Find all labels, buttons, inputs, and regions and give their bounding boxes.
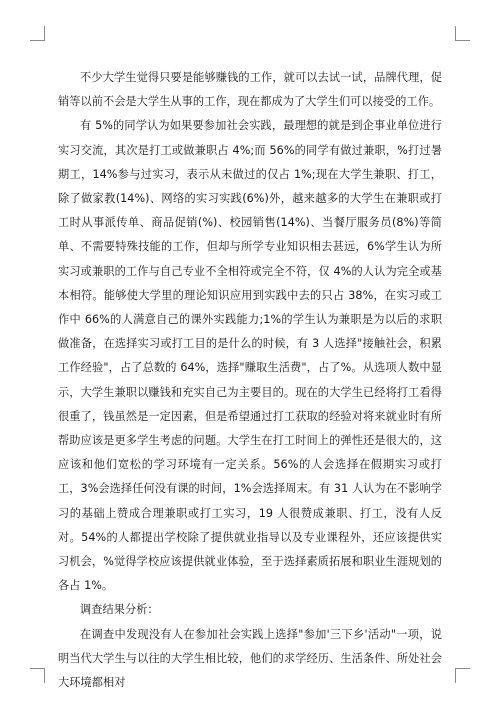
crop-mark-top-left — [30, 26, 45, 41]
paragraph-heading-analysis: 调查结果分析： — [80, 603, 159, 617]
crop-mark-top-right — [455, 26, 470, 41]
crop-mark-bottom-right — [455, 668, 470, 683]
paragraph-intro: 不少大学生觉得只要是能够赚钱的工作，就可以去试一试，品牌代理，促销等以前不会是大学生从事的工作，现在都成为了大学生们可以接受的工作。 — [58, 71, 442, 109]
crop-mark-bottom-left — [30, 668, 45, 683]
paragraph-survey-stats: 有 5%的同学认为如果要参加社会实践，最理想的就是到企事业单位进行实习交流，其次是打工或做兼职占 4%;而 56%的同学有做过兼职，%打过暑期工，14%参与过实习，表示从未做过的仅占 1%;现在大学生兼职、打工，除了做家教(14%)、网络的实习实践(6%)外，越来越多的大学生在兼职或打工时从事派传单、商品促销(%)、校园销售(14%)、当餐厅服务员(8%)等简单、不需要特殊技能的工作，但却与所学专业知识相去甚远，6%学生认为所实习或兼职的工作与自己专业不全相符或完全不符，仅 4%的人认为完全或基本相符。能够使大学里的理论知识应用到实践中去的只占 38%，在实习或工作中 66%的人满意自己的课外实践能力;1%的学生认为兼职是为以后的求职做准备，在选择实习或打工目的是什么的时候，有 3 人选择"接触社会，积累工作经验"，占了总数的 64%，选择"赚取生活费"，占了%。从选项人数中显示，大学生兼职以赚钱和充实自己为主要目的。现在的大学生已经将打工看得很重了，钱虽然是一定因素，但是希望通过打工获取的经验对将来就业时有所帮助应该是更多学生考虑的问题。大学生在打工时间上的弹性还是很大的，这应该和他们宽松的学习环境有一定关系。56%的人会选择在假期实习或打工，3%会选择任何没有课的时间，1%会选择周末。有 31 人认为在不影响学习的基础上赞成合理兼职或打工实习，19 人很赞成兼职、打工，没有人反对。54%的人都提出学校除了提供就业指导以及专业课程外，还应该提供实习机会，%觉得学校应该提供就业体验，至于选择素质拓展和职业生涯规划的各占 1%。 — [58, 119, 442, 593]
document-body — [58, 66, 442, 695]
paragraph-analysis: 在调查中发现没有人在参加社会实践上选择"参加'三下乡'活动"一项，说明当代大学生与以往的大学生相比较，他们的求学经历、生活条件、所处社会大环境都相对 — [58, 627, 442, 690]
